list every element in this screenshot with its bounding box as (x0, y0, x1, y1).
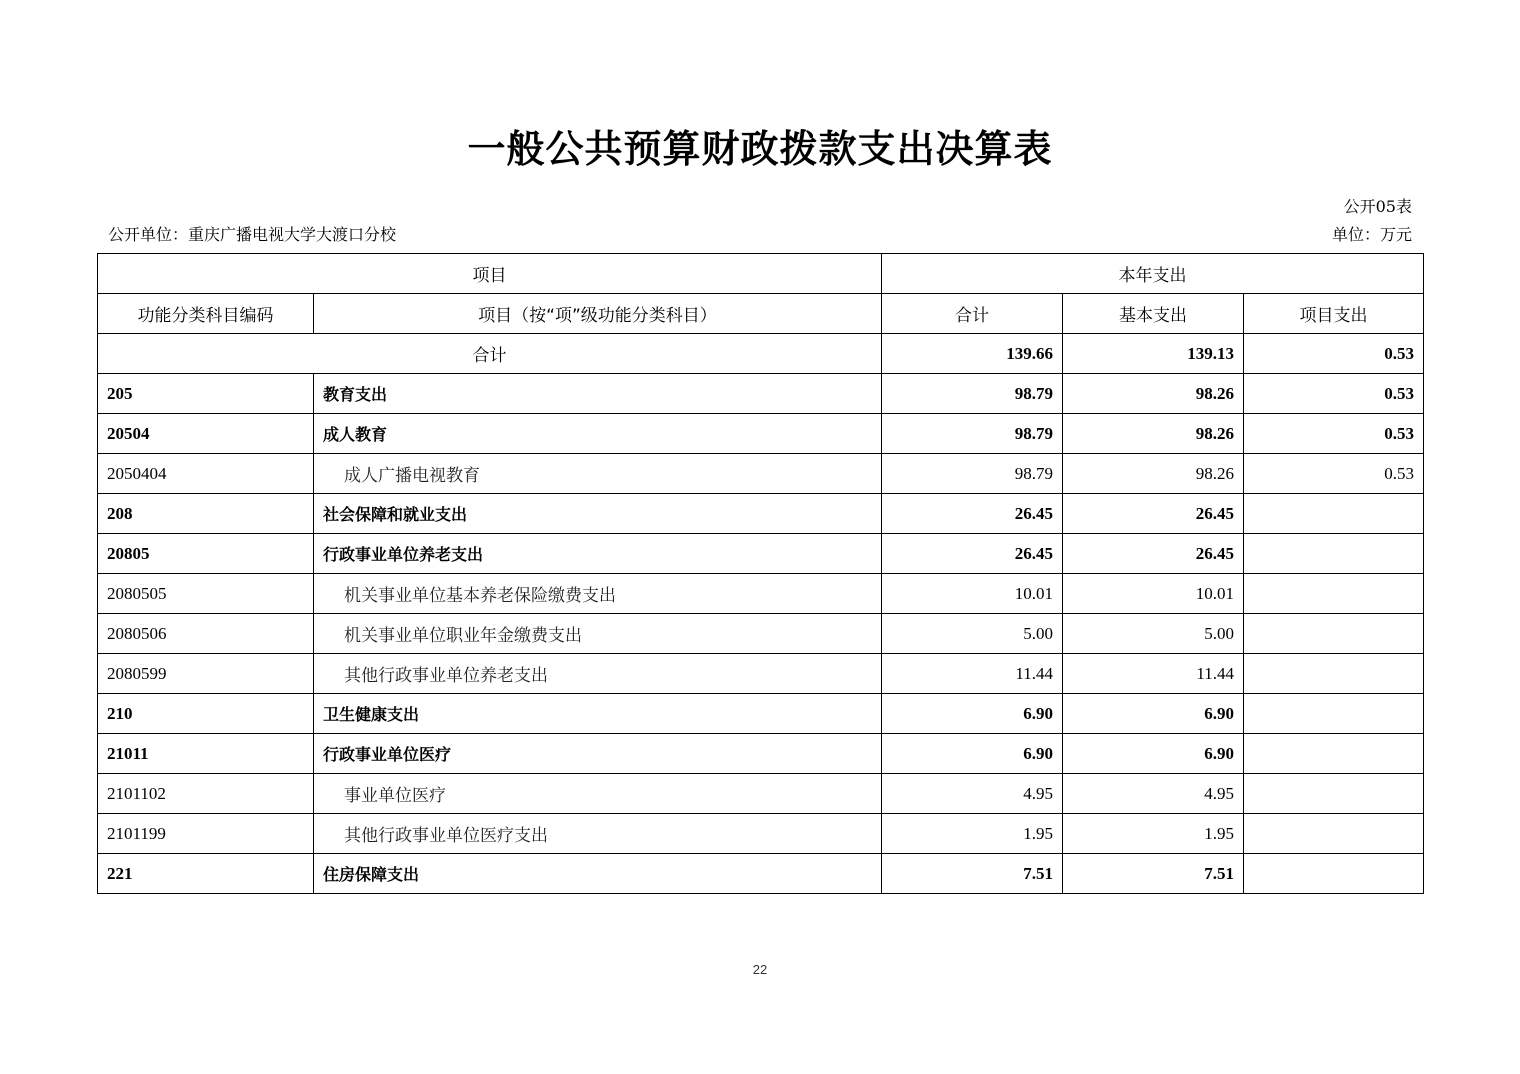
header-project: 项目支出 (1244, 294, 1424, 334)
row-code: 208 (98, 494, 314, 534)
row-name: 行政事业单位医疗 (314, 734, 882, 774)
table-row (98, 374, 1424, 414)
row-total: 10.01 (882, 574, 1063, 614)
page-number: 22 (752, 962, 768, 977)
row-code: 21011 (98, 734, 314, 774)
row-name: 事业单位医疗 (314, 774, 882, 814)
reporting-unit: 公开单位：重庆广播电视大学大渡口分校 (108, 225, 397, 244)
total-basic: 139.13 (1063, 334, 1244, 374)
row-total: 1.95 (882, 814, 1063, 854)
row-total: 11.44 (882, 654, 1063, 694)
page-title: 一般公共预算财政拨款支出决算表 (467, 127, 1053, 171)
row-basic: 11.44 (1063, 654, 1244, 694)
header-name: 项目（按“项”级功能分类科目） (314, 294, 882, 334)
row-basic: 26.45 (1063, 494, 1244, 534)
row-code: 2101199 (98, 814, 314, 854)
currency-unit: 单位：万元 (1331, 225, 1412, 244)
row-name: 教育支出 (314, 374, 882, 414)
row-project (1244, 534, 1424, 574)
row-project (1244, 654, 1424, 694)
row-total: 7.51 (882, 854, 1063, 894)
row-code: 210 (98, 694, 314, 734)
row-basic: 1.95 (1063, 814, 1244, 854)
table-row (98, 614, 1424, 654)
header-basic: 基本支出 (1063, 294, 1244, 334)
table-row (98, 654, 1424, 694)
row-basic: 7.51 (1063, 854, 1244, 894)
row-name: 机关事业单位职业年金缴费支出 (314, 614, 882, 654)
total-amount: 139.66 (882, 334, 1063, 374)
header-row-1 (98, 254, 1424, 294)
row-basic: 98.26 (1063, 454, 1244, 494)
header-row-2 (98, 294, 1424, 334)
row-total: 6.90 (882, 734, 1063, 774)
row-project: 0.53 (1244, 374, 1424, 414)
table-row (98, 814, 1424, 854)
table-row (98, 494, 1424, 534)
row-project: 0.53 (1244, 454, 1424, 494)
header-total: 合计 (882, 294, 1063, 334)
row-code: 2101102 (98, 774, 314, 814)
header-current-year: 本年支出 (882, 254, 1424, 294)
expenditure-table (97, 253, 1424, 894)
row-total: 4.95 (882, 774, 1063, 814)
table-row (98, 694, 1424, 734)
row-project (1244, 774, 1424, 814)
total-project: 0.53 (1244, 334, 1424, 374)
row-project (1244, 734, 1424, 774)
row-code: 2080506 (98, 614, 314, 654)
row-code: 205 (98, 374, 314, 414)
form-number: 公开05表 (1343, 197, 1412, 216)
row-basic: 6.90 (1063, 734, 1244, 774)
row-name: 其他行政事业单位医疗支出 (314, 814, 882, 854)
table-row (98, 414, 1424, 454)
row-basic: 10.01 (1063, 574, 1244, 614)
row-total: 5.00 (882, 614, 1063, 654)
row-total: 98.79 (882, 414, 1063, 454)
row-project (1244, 694, 1424, 734)
row-name: 住房保障支出 (314, 854, 882, 894)
row-project: 0.53 (1244, 414, 1424, 454)
row-project (1244, 814, 1424, 854)
table-row (98, 574, 1424, 614)
row-name: 卫生健康支出 (314, 694, 882, 734)
row-total: 98.79 (882, 374, 1063, 414)
row-code: 20805 (98, 534, 314, 574)
row-code: 221 (98, 854, 314, 894)
table-row (98, 534, 1424, 574)
table-row (98, 774, 1424, 814)
row-project (1244, 854, 1424, 894)
row-total: 26.45 (882, 534, 1063, 574)
row-basic: 26.45 (1063, 534, 1244, 574)
row-name: 行政事业单位养老支出 (314, 534, 882, 574)
row-basic: 6.90 (1063, 694, 1244, 734)
row-name: 社会保障和就业支出 (314, 494, 882, 534)
row-code: 2080505 (98, 574, 314, 614)
row-code: 2050404 (98, 454, 314, 494)
row-project (1244, 494, 1424, 534)
row-name: 其他行政事业单位养老支出 (314, 654, 882, 694)
row-project (1244, 614, 1424, 654)
row-name: 机关事业单位基本养老保险缴费支出 (314, 574, 882, 614)
row-total: 26.45 (882, 494, 1063, 534)
total-row (98, 334, 1424, 374)
row-code: 2080599 (98, 654, 314, 694)
row-code: 20504 (98, 414, 314, 454)
row-basic: 98.26 (1063, 414, 1244, 454)
row-total: 98.79 (882, 454, 1063, 494)
row-basic: 5.00 (1063, 614, 1244, 654)
total-label: 合计 (98, 334, 882, 374)
header-code: 功能分类科目编码 (98, 294, 314, 334)
row-project (1244, 574, 1424, 614)
row-name: 成人教育 (314, 414, 882, 454)
row-basic: 98.26 (1063, 374, 1244, 414)
row-total: 6.90 (882, 694, 1063, 734)
row-name: 成人广播电视教育 (314, 454, 882, 494)
table-row (98, 734, 1424, 774)
table-row (98, 454, 1424, 494)
table-row (98, 854, 1424, 894)
row-basic: 4.95 (1063, 774, 1244, 814)
header-item: 项目 (98, 254, 882, 294)
